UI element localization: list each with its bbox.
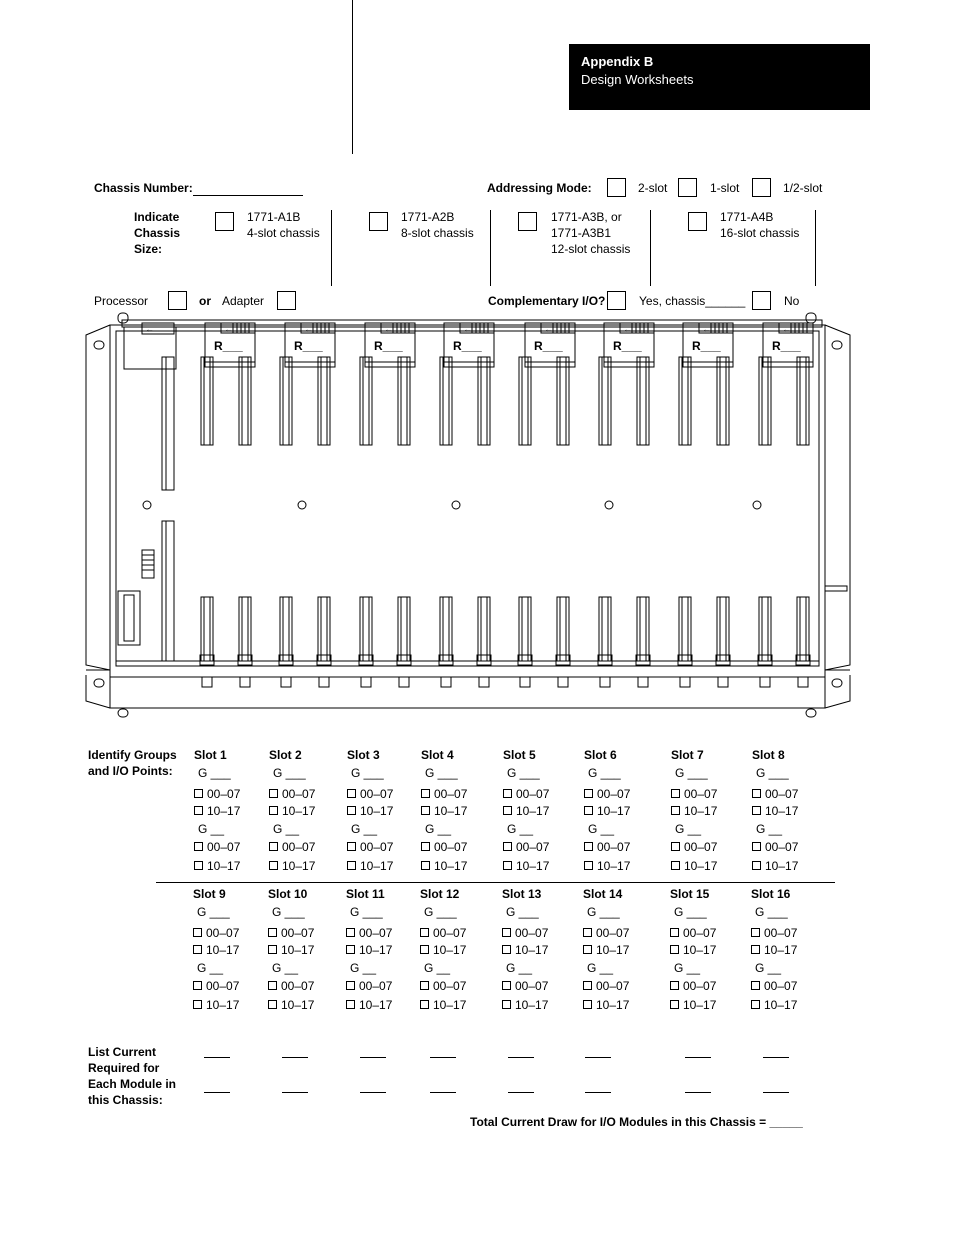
point-checkbox-10-17[interactable]: 10–17	[420, 997, 466, 1013]
connector-arrow-icon: ←	[702, 324, 711, 334]
checkbox-icon[interactable]	[752, 806, 761, 815]
point-checkbox-10-17[interactable]: 10–17	[751, 942, 797, 958]
complementary-no-label: No	[784, 294, 800, 308]
left-mounting-flange	[86, 325, 110, 708]
group-field[interactable]: G __	[425, 822, 452, 836]
group-field[interactable]: G __	[755, 961, 782, 975]
point-checkbox-10-17[interactable]: 10–17	[268, 942, 314, 958]
chassis-outer-frame	[110, 325, 825, 708]
point-checkbox-00-07[interactable]: 00–07	[752, 786, 798, 802]
checkbox-icon[interactable]	[268, 928, 277, 937]
chassis-number-field[interactable]	[193, 195, 303, 196]
appendix-header	[569, 44, 870, 110]
processor-label: Processor	[94, 294, 149, 308]
point-checkbox-10-17[interactable]: 10–17	[671, 803, 717, 819]
identify-groups-label: Identify Groups and I/O Points:	[88, 748, 177, 778]
current-blank-field[interactable]	[360, 1057, 386, 1058]
checkbox-icon[interactable]	[670, 1000, 679, 1009]
chassis-size-divider	[490, 210, 491, 286]
checkbox-icon[interactable]	[671, 789, 680, 798]
point-checkbox-00-07[interactable]: 00–07	[584, 786, 630, 802]
point-checkbox-10-17[interactable]: 10–17	[751, 997, 797, 1013]
group-field[interactable]: G ___	[588, 766, 621, 780]
point-checkbox-10-17[interactable]: 10–17	[583, 942, 629, 958]
checkbox-icon[interactable]	[420, 945, 429, 954]
checkbox-icon[interactable]	[269, 789, 278, 798]
checkbox-icon[interactable]	[584, 861, 593, 870]
right-mounting-flange	[825, 325, 850, 708]
point-checkbox-00-07[interactable]: 00–07	[670, 978, 716, 994]
chassis-size-a2b-label: 1771-A2B 8-slot chassis	[401, 210, 474, 240]
slot-label: Slot 11	[346, 887, 385, 901]
group-field[interactable]: G __	[587, 961, 614, 975]
rack-label: R___	[534, 339, 563, 353]
group-field[interactable]: G ___	[755, 905, 788, 919]
rack-label: R___	[613, 339, 642, 353]
checkbox-icon[interactable]	[420, 1000, 429, 1009]
slot-label: Slot 9	[193, 887, 226, 901]
current-blank-field[interactable]	[360, 1092, 386, 1093]
checkbox-icon[interactable]	[193, 928, 202, 937]
current-blank-field[interactable]	[282, 1092, 308, 1093]
group-field[interactable]: G __	[506, 961, 533, 975]
chassis-size-a1b-label: 1771-A1B 4-slot chassis	[247, 210, 320, 240]
point-checkbox-10-17[interactable]: 10–17	[421, 858, 467, 874]
checkbox-icon[interactable]	[268, 981, 277, 990]
point-checkbox-00-07[interactable]: 00–07	[752, 839, 798, 855]
checkbox-icon[interactable]	[268, 945, 277, 954]
checkbox-icon[interactable]	[193, 945, 202, 954]
slot-label: Slot 2	[269, 748, 302, 762]
checkbox-icon[interactable]	[670, 981, 679, 990]
point-checkbox-00-07[interactable]: 00–07	[420, 925, 466, 941]
checkbox-icon[interactable]	[421, 861, 430, 870]
rack-label: R___	[294, 339, 323, 353]
group-field[interactable]: G ___	[197, 905, 230, 919]
current-blank-field[interactable]	[430, 1057, 456, 1058]
point-checkbox-10-17[interactable]: 10–17	[503, 803, 549, 819]
checkbox-icon[interactable]	[347, 861, 356, 870]
point-checkbox-10-17[interactable]: 10–17	[670, 997, 716, 1013]
current-blank-field[interactable]	[204, 1092, 230, 1093]
checkbox-icon[interactable]	[584, 789, 593, 798]
slot-section-divider	[156, 882, 835, 883]
current-blank-field[interactable]	[685, 1092, 711, 1093]
complementary-yes-label: Yes, chassis______	[639, 294, 746, 308]
point-checkbox-10-17[interactable]: 10–17	[347, 803, 393, 819]
appendix-title: Appendix B	[581, 54, 654, 69]
connector-arrow-icon: ←	[463, 324, 472, 334]
addressing-2slot-checkbox[interactable]	[607, 178, 626, 197]
point-checkbox-10-17[interactable]: 10–17	[671, 858, 717, 874]
point-checkbox-00-07[interactable]: 00–07	[193, 925, 239, 941]
slot-label: Slot 7	[671, 748, 704, 762]
rack-label: R___	[214, 339, 243, 353]
group-field[interactable]: G ___	[350, 905, 383, 919]
group-field[interactable]: G ___	[756, 766, 789, 780]
checkbox-icon[interactable]	[194, 789, 203, 798]
checkbox-icon[interactable]	[583, 928, 592, 937]
checkbox-icon[interactable]	[193, 981, 202, 990]
checkbox-icon[interactable]	[346, 928, 355, 937]
point-checkbox-00-07[interactable]: 00–07	[268, 978, 314, 994]
checkbox-icon[interactable]	[502, 981, 511, 990]
group-field[interactable]: G __	[424, 961, 451, 975]
checkbox-icon[interactable]	[502, 928, 511, 937]
slot-label: Slot 16	[751, 887, 791, 901]
current-blank-field[interactable]	[508, 1092, 534, 1093]
point-checkbox-00-07[interactable]: 00–07	[502, 925, 548, 941]
chassis-size-a1b-checkbox[interactable]	[215, 212, 234, 231]
group-field[interactable]: G ___	[272, 905, 305, 919]
rack-label: R___	[453, 339, 482, 353]
rack-label: R___	[772, 339, 801, 353]
checkbox-icon[interactable]	[269, 842, 278, 851]
checkbox-icon[interactable]	[346, 945, 355, 954]
checkbox-icon[interactable]	[347, 789, 356, 798]
current-blank-field[interactable]	[763, 1092, 789, 1093]
slot-label: Slot 12	[420, 887, 460, 901]
point-checkbox-00-07[interactable]: 00–07	[269, 839, 315, 855]
point-checkbox-00-07[interactable]: 00–07	[347, 786, 393, 802]
group-field[interactable]: G __	[350, 961, 377, 975]
checkbox-icon[interactable]	[583, 945, 592, 954]
point-checkbox-10-17[interactable]: 10–17	[193, 997, 239, 1013]
checkbox-icon[interactable]	[752, 789, 761, 798]
point-checkbox-10-17[interactable]: 10–17	[420, 942, 466, 958]
point-checkbox-10-17[interactable]: 10–17	[346, 942, 392, 958]
or-label: or	[199, 294, 211, 308]
point-checkbox-10-17[interactable]: 10–17	[583, 997, 629, 1013]
chassis-size-divider	[331, 210, 332, 286]
chassis-size-a2b-checkbox[interactable]	[369, 212, 388, 231]
group-field[interactable]: G ___	[424, 905, 457, 919]
point-checkbox-00-07[interactable]: 00–07	[346, 978, 392, 994]
point-checkbox-00-07[interactable]: 00–07	[269, 786, 315, 802]
point-checkbox-10-17[interactable]: 10–17	[752, 858, 798, 874]
chassis-size-label: Indicate Chassis Size:	[134, 210, 181, 256]
checkbox-icon[interactable]	[503, 842, 512, 851]
rack-label: R___	[692, 339, 721, 353]
point-checkbox-10-17[interactable]: 10–17	[194, 858, 240, 874]
group-field[interactable]: G __	[588, 822, 615, 836]
top-divider-line	[352, 0, 353, 154]
group-field[interactable]: G __	[198, 822, 225, 836]
chassis-size-a3b-checkbox[interactable]	[518, 212, 537, 231]
checkbox-icon[interactable]	[346, 981, 355, 990]
connector-arrow-icon: ←	[224, 324, 233, 334]
slot-label: Slot 8	[752, 748, 785, 762]
checkbox-icon[interactable]	[751, 981, 760, 990]
point-checkbox-00-07[interactable]: 00–07	[751, 925, 797, 941]
checkbox-icon[interactable]	[751, 1000, 760, 1009]
point-checkbox-00-07[interactable]: 00–07	[421, 839, 467, 855]
group-field[interactable]: G ___	[506, 905, 539, 919]
checkbox-icon[interactable]	[269, 861, 278, 870]
chassis-size-a3b-label: 1771-A3B, or 1771-A3B1 12-slot chassis	[551, 210, 631, 256]
checkbox-icon[interactable]	[503, 806, 512, 815]
total-current-draw: Total Current Draw for I/O Modules in this Chassis = _____	[470, 1115, 803, 1129]
checkbox-icon[interactable]	[421, 789, 430, 798]
checkbox-icon[interactable]	[421, 806, 430, 815]
point-checkbox-00-07[interactable]: 00–07	[502, 978, 548, 994]
power-supply-arrow-icon: ←	[145, 324, 154, 334]
group-field[interactable]: G __	[273, 822, 300, 836]
addressing-1slot-checkbox[interactable]	[678, 178, 697, 197]
checkbox-icon[interactable]	[584, 842, 593, 851]
point-checkbox-00-07[interactable]: 00–07	[420, 978, 466, 994]
checkbox-icon[interactable]	[752, 842, 761, 851]
group-field[interactable]: G __	[197, 961, 224, 975]
group-field[interactable]: G ___	[351, 766, 384, 780]
slot-label: Slot 15	[670, 887, 710, 901]
checkbox-icon[interactable]	[346, 1000, 355, 1009]
group-field[interactable]: G __	[674, 961, 701, 975]
group-field[interactable]: G ___	[587, 905, 620, 919]
checkbox-icon[interactable]	[421, 842, 430, 851]
point-checkbox-10-17[interactable]: 10–17	[269, 858, 315, 874]
point-checkbox-00-07[interactable]: 00–07	[421, 786, 467, 802]
checkbox-icon[interactable]	[194, 861, 203, 870]
complementary-io-label: Complementary I/O?	[488, 294, 606, 308]
point-checkbox-10-17[interactable]: 10–17	[268, 997, 314, 1013]
addressing-halfslot-checkbox[interactable]	[752, 178, 771, 197]
addressing-1slot-label: 1-slot	[710, 181, 740, 195]
point-checkbox-00-07[interactable]: 00–07	[194, 839, 240, 855]
slot-label: Slot 3	[347, 748, 380, 762]
chassis-diagram	[0, 305, 954, 725]
group-field[interactable]: G __	[507, 822, 534, 836]
connector-arrow-icon: ←	[384, 324, 393, 334]
group-field[interactable]: G ___	[425, 766, 458, 780]
checkbox-icon[interactable]	[751, 945, 760, 954]
checkbox-icon[interactable]	[503, 861, 512, 870]
checkbox-icon[interactable]	[194, 842, 203, 851]
point-checkbox-00-07[interactable]: 00–07	[194, 786, 240, 802]
checkbox-icon[interactable]	[420, 928, 429, 937]
slot-label: Slot 13	[502, 887, 542, 901]
current-blank-field[interactable]	[430, 1092, 456, 1093]
checkbox-icon[interactable]	[583, 1000, 592, 1009]
checkbox-icon[interactable]	[671, 842, 680, 851]
slot-label: Slot 10	[268, 887, 308, 901]
point-checkbox-10-17[interactable]: 10–17	[584, 803, 630, 819]
point-checkbox-00-07[interactable]: 00–07	[671, 839, 717, 855]
connector-arrow-icon: ←	[782, 324, 791, 334]
slot-label: Slot 5	[503, 748, 536, 762]
connector-arrow-icon: ←	[544, 324, 553, 334]
checkbox-icon[interactable]	[583, 981, 592, 990]
checkbox-icon[interactable]	[670, 928, 679, 937]
point-checkbox-00-07[interactable]: 00–07	[346, 925, 392, 941]
group-field[interactable]: G __	[675, 822, 702, 836]
adapter-label: Adapter	[222, 294, 265, 308]
checkbox-icon[interactable]	[502, 1000, 511, 1009]
checkbox-icon[interactable]	[347, 842, 356, 851]
group-field[interactable]: G ___	[198, 766, 231, 780]
current-blank-field[interactable]	[585, 1057, 611, 1058]
group-field[interactable]: G __	[756, 822, 783, 836]
checkbox-icon[interactable]	[269, 806, 278, 815]
point-checkbox-10-17[interactable]: 10–17	[194, 803, 240, 819]
checkbox-icon[interactable]	[670, 945, 679, 954]
point-checkbox-10-17[interactable]: 10–17	[347, 858, 393, 874]
point-checkbox-00-07[interactable]: 00–07	[670, 925, 716, 941]
chassis-number-label: Chassis Number:	[94, 181, 193, 195]
checkbox-icon[interactable]	[671, 806, 680, 815]
chassis-size-a4b-label: 1771-A4B 16-slot chassis	[720, 210, 800, 240]
point-checkbox-10-17[interactable]: 10–17	[346, 997, 392, 1013]
slot-label: Slot 4	[421, 748, 454, 762]
point-checkbox-10-17[interactable]: 10–17	[670, 942, 716, 958]
addressing-mode-label: Addressing Mode:	[487, 181, 592, 195]
point-checkbox-00-07[interactable]: 00–07	[268, 925, 314, 941]
point-checkbox-00-07[interactable]: 00–07	[583, 925, 629, 941]
checkbox-icon[interactable]	[502, 945, 511, 954]
checkbox-icon[interactable]	[751, 928, 760, 937]
checkbox-icon[interactable]	[193, 1000, 202, 1009]
point-checkbox-00-07[interactable]: 00–07	[671, 786, 717, 802]
checkbox-icon[interactable]	[347, 806, 356, 815]
point-checkbox-00-07[interactable]: 00–07	[347, 839, 393, 855]
slot-label: Slot 14	[583, 887, 623, 901]
point-checkbox-00-07[interactable]: 00–07	[583, 978, 629, 994]
point-checkbox-10-17[interactable]: 10–17	[269, 803, 315, 819]
current-blank-field[interactable]	[282, 1057, 308, 1058]
appendix-subtitle: Design Worksheets	[581, 72, 694, 87]
checkbox-icon[interactable]	[671, 861, 680, 870]
point-checkbox-00-07[interactable]: 00–07	[503, 839, 549, 855]
checkbox-icon[interactable]	[268, 1000, 277, 1009]
point-checkbox-10-17[interactable]: 10–17	[193, 942, 239, 958]
checkbox-icon[interactable]	[503, 789, 512, 798]
group-field[interactable]: G __	[272, 961, 299, 975]
addressing-2slot-label: 2-slot	[638, 181, 668, 195]
addressing-halfslot-label: 1/2-slot	[783, 181, 823, 195]
group-field[interactable]: G ___	[507, 766, 540, 780]
checkbox-icon[interactable]	[584, 806, 593, 815]
current-blank-field[interactable]	[508, 1057, 534, 1058]
current-blank-field[interactable]	[685, 1057, 711, 1058]
current-blank-field[interactable]	[204, 1057, 230, 1058]
point-checkbox-00-07[interactable]: 00–07	[584, 839, 630, 855]
rack-label: R___	[374, 339, 403, 353]
current-blank-field[interactable]	[585, 1092, 611, 1093]
chassis-size-a4b-checkbox[interactable]	[688, 212, 707, 231]
point-checkbox-10-17[interactable]: 10–17	[584, 858, 630, 874]
group-field[interactable]: G __	[351, 822, 378, 836]
group-field[interactable]: G ___	[273, 766, 306, 780]
point-checkbox-10-17[interactable]: 10–17	[502, 942, 548, 958]
chassis-size-divider	[650, 210, 651, 286]
checkbox-icon[interactable]	[752, 861, 761, 870]
group-field[interactable]: G ___	[675, 766, 708, 780]
list-current-label: List Current Required for Each Module in this Chassis:	[88, 1045, 177, 1107]
point-checkbox-10-17[interactable]: 10–17	[752, 803, 798, 819]
group-field[interactable]: G ___	[674, 905, 707, 919]
current-blank-field[interactable]	[763, 1057, 789, 1058]
checkbox-icon[interactable]	[194, 806, 203, 815]
point-checkbox-00-07[interactable]: 00–07	[193, 978, 239, 994]
point-checkbox-00-07[interactable]: 00–07	[503, 786, 549, 802]
point-checkbox-10-17[interactable]: 10–17	[421, 803, 467, 819]
point-checkbox-10-17[interactable]: 10–17	[502, 997, 548, 1013]
point-checkbox-00-07[interactable]: 00–07	[751, 978, 797, 994]
chassis-size-divider	[815, 210, 816, 286]
slot-label: Slot 1	[194, 748, 227, 762]
checkbox-icon[interactable]	[420, 981, 429, 990]
slot-label: Slot 6	[584, 748, 617, 762]
connector-arrow-icon: ←	[304, 324, 313, 334]
connector-arrow-icon: ←	[623, 324, 632, 334]
point-checkbox-10-17[interactable]: 10–17	[503, 858, 549, 874]
